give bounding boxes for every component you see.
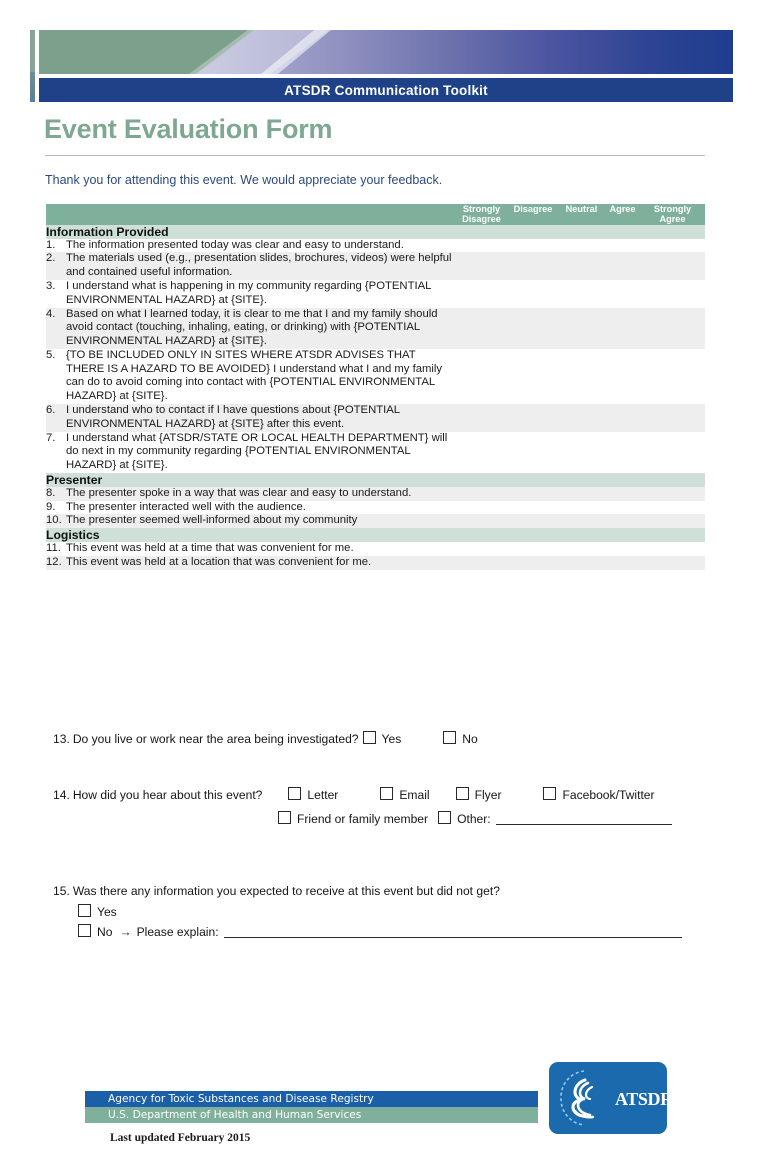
answer-cell[interactable] <box>605 556 640 570</box>
section-label: Presenter <box>46 473 455 487</box>
banner-gradient <box>39 30 733 74</box>
answer-cell[interactable] <box>640 308 705 349</box>
checkbox-q14-facebook-twitter[interactable] <box>543 787 556 800</box>
question-cell <box>46 252 455 280</box>
table-header-row <box>46 204 705 225</box>
label-q15-explain: Please explain: <box>136 925 219 939</box>
answer-cell[interactable] <box>605 487 640 501</box>
section-spacer-cell <box>455 225 508 239</box>
question-text: I understand who to contact if I have questions about {POTENTIAL ENVIRONMENTAL HAZARD} at {SITE} after this event. <box>66 403 400 430</box>
question-cell <box>46 239 455 253</box>
answer-cell[interactable] <box>605 252 640 280</box>
section-spacer-cell <box>508 528 558 542</box>
answer-cell[interactable] <box>640 280 705 308</box>
label-q14-facebook-twitter: Facebook/Twitter <box>562 788 655 802</box>
answer-cell[interactable] <box>605 542 640 556</box>
question-number: 5. <box>46 348 56 361</box>
answer-cell[interactable] <box>605 404 640 432</box>
section-spacer-cell <box>605 225 640 239</box>
section-spacer-cell <box>640 225 705 239</box>
answer-cell[interactable] <box>605 501 640 515</box>
table-row <box>46 252 705 280</box>
question-number: 12. <box>46 556 62 568</box>
question-text: Based on what I learned today, it is clear to me that I and my family should avoid contact (touching, inhaling, eating, or drinking) with {POTENTIAL ENVIRONMENTAL HAZARD} at {SITE}. <box>66 307 438 348</box>
question-cell <box>46 514 455 528</box>
answer-cell[interactable] <box>508 487 558 501</box>
question-cell <box>46 487 455 501</box>
label-q14-email: Email <box>399 788 430 802</box>
table-row <box>46 556 705 570</box>
answer-cell[interactable] <box>558 252 605 280</box>
footer-department-text: U.S. Department of Health and Human Services <box>108 1109 362 1121</box>
checkbox-q14-friend-family[interactable] <box>278 811 291 824</box>
column-header-strongly-agree: Strongly Agree <box>640 204 705 225</box>
question-cell <box>46 349 455 404</box>
answer-cell[interactable] <box>455 501 508 515</box>
label-q15-no: No <box>97 925 113 939</box>
question-number: 7. <box>46 431 56 444</box>
answer-cell[interactable] <box>558 280 605 308</box>
section-spacer-cell <box>558 225 605 239</box>
section-row <box>46 528 705 542</box>
answer-cell[interactable] <box>455 252 508 280</box>
answer-cell[interactable] <box>558 542 605 556</box>
answer-cell[interactable] <box>605 308 640 349</box>
table-row <box>46 487 705 501</box>
question-14-row2 <box>278 811 672 826</box>
answer-cell[interactable] <box>640 556 705 570</box>
answer-cell[interactable] <box>508 308 558 349</box>
question-15-no-row <box>78 924 682 939</box>
checkbox-q14-letter[interactable] <box>288 787 301 800</box>
logo-text: ATSDR <box>615 1089 673 1109</box>
section-spacer-cell <box>455 528 508 542</box>
question-number: 1. <box>46 238 56 251</box>
label-q14-flyer: Flyer <box>474 788 502 802</box>
question-number: 6. <box>46 403 56 416</box>
answer-cell[interactable] <box>455 404 508 432</box>
answer-cell[interactable] <box>640 349 705 404</box>
banner-accent-bar <box>30 30 35 102</box>
question-cell <box>46 501 455 515</box>
answer-cell[interactable] <box>455 556 508 570</box>
question-text: The information presented today was clear and easy to understand. <box>66 238 404 251</box>
section-label: Information Provided <box>46 225 455 239</box>
section-spacer-cell <box>605 528 640 542</box>
toolkit-title-bar <box>39 78 733 102</box>
input-q15-explain[interactable] <box>224 925 682 938</box>
answer-cell[interactable] <box>640 432 705 473</box>
label-q13-no: No <box>462 732 478 746</box>
answer-cell[interactable] <box>455 514 508 528</box>
table-row <box>46 432 705 473</box>
question-number: 8. <box>46 486 56 499</box>
question-15 <box>53 884 500 898</box>
answer-cell[interactable] <box>558 514 605 528</box>
answer-cell[interactable] <box>455 349 508 404</box>
answer-cell[interactable] <box>605 280 640 308</box>
checkbox-q14-other[interactable] <box>438 811 451 824</box>
checkbox-q15-no[interactable] <box>78 924 91 937</box>
answer-cell[interactable] <box>558 556 605 570</box>
question-number: 10. <box>46 514 62 527</box>
table-row <box>46 349 705 404</box>
answer-cell[interactable] <box>558 239 605 253</box>
arrow-icon: → <box>119 925 132 939</box>
question-15-yes-row <box>78 904 117 919</box>
section-row <box>46 473 705 487</box>
page-title: Event Evaluation Form <box>44 114 333 144</box>
answer-cell[interactable] <box>508 404 558 432</box>
label-q14-letter: Letter <box>307 788 339 802</box>
table-row <box>46 542 705 556</box>
question-text: I understand what is happening in my community regarding {POTENTIAL ENVIRONMENTAL HAZARD} at {SITE}. <box>66 279 432 306</box>
answer-cell[interactable] <box>640 501 705 515</box>
page-banner <box>30 30 733 102</box>
toolkit-title: ATSDR Communication Toolkit <box>284 82 488 98</box>
answer-cell[interactable] <box>558 432 605 473</box>
question-14-text: How did you hear about this event? <box>72 788 263 802</box>
question-number: 2. <box>46 252 56 265</box>
table-row <box>46 308 705 349</box>
hhs-eagle-icon <box>555 1067 613 1129</box>
table-row <box>46 404 705 432</box>
section-spacer-cell <box>640 528 705 542</box>
footer-agency-text: Agency for Toxic Substances and Disease Registry <box>108 1093 374 1105</box>
answer-cell[interactable] <box>508 501 558 515</box>
question-15-number: 15. <box>53 884 70 898</box>
section-spacer-cell <box>508 225 558 239</box>
answer-cell[interactable] <box>508 252 558 280</box>
question-text: {TO BE INCLUDED ONLY IN SITES WHERE ATSDR ADVISES THAT THERE IS A HAZARD TO BE AVOIDED} I understand what I and my family can do to avoid coming into contact with {POTENTIAL ENVIRONMENTAL HAZARD} at {SITE}. <box>66 348 443 403</box>
question-number: 4. <box>46 307 56 320</box>
header-blank-cell <box>46 204 455 225</box>
answer-cell[interactable] <box>455 308 508 349</box>
checkbox-q15-yes[interactable] <box>78 904 91 917</box>
section-spacer-cell <box>558 473 605 487</box>
checkbox-q14-flyer[interactable] <box>456 787 469 800</box>
table-row <box>46 280 705 308</box>
question-text: This event was held at a time that was convenient for me. <box>66 542 354 555</box>
section-spacer-cell <box>455 473 508 487</box>
answer-cell[interactable] <box>508 239 558 253</box>
title-divider <box>45 155 705 156</box>
answer-cell[interactable] <box>508 556 558 570</box>
answer-cell[interactable] <box>455 280 508 308</box>
question-text: The presenter spoke in a way that was clear and easy to understand. <box>66 486 412 499</box>
answer-cell[interactable] <box>558 349 605 404</box>
section-label: Logistics <box>46 528 455 542</box>
last-updated-text: Last updated February 2015 <box>110 1132 251 1144</box>
answer-cell[interactable] <box>455 487 508 501</box>
table-row <box>46 514 705 528</box>
label-q14-friend-family: Friend or family member <box>297 812 429 826</box>
answer-cell[interactable] <box>558 308 605 349</box>
answer-cell[interactable] <box>640 542 705 556</box>
question-cell <box>46 404 455 432</box>
answer-cell[interactable] <box>558 487 605 501</box>
checkbox-q14-email[interactable] <box>380 787 393 800</box>
section-spacer-cell <box>508 473 558 487</box>
table-row <box>46 239 705 253</box>
intro-text: Thank you for attending this event. We would appreciate your feedback. <box>45 173 443 187</box>
answer-cell[interactable] <box>605 432 640 473</box>
table-body <box>46 225 705 570</box>
label-q15-yes: Yes <box>97 905 117 919</box>
question-15-text: Was there any information you expected to receive at this event but did not get? <box>72 884 500 898</box>
question-text: The materials used (e.g., presentation slides, brochures, videos) were helpful and contained useful information. <box>66 252 452 279</box>
question-cell <box>46 542 455 556</box>
column-header-agree: Agree <box>605 204 640 225</box>
section-spacer-cell <box>605 473 640 487</box>
question-cell <box>46 280 455 308</box>
question-number: 9. <box>46 500 56 513</box>
question-number: 3. <box>46 279 56 292</box>
question-13 <box>53 731 478 746</box>
answer-cell[interactable] <box>640 514 705 528</box>
section-row <box>46 225 705 239</box>
answer-cell[interactable] <box>640 239 705 253</box>
question-14-number: 14. <box>53 788 70 802</box>
answer-cell[interactable] <box>508 514 558 528</box>
answer-cell[interactable] <box>508 280 558 308</box>
question-number: 11. <box>46 542 61 555</box>
answer-cell[interactable] <box>455 239 508 253</box>
answer-cell[interactable] <box>508 542 558 556</box>
input-q14-other[interactable] <box>496 812 672 825</box>
answer-cell[interactable] <box>605 349 640 404</box>
answer-cell[interactable] <box>455 432 508 473</box>
question-cell <box>46 556 455 570</box>
label-q14-other: Other: <box>457 812 491 826</box>
question-13-text: Do you live or work near the area being investigated? <box>72 732 359 746</box>
question-text: The presenter seemed well-informed about my community <box>66 514 358 527</box>
atsdr-logo <box>549 1062 673 1134</box>
column-header-disagree: Disagree <box>508 204 558 225</box>
checkbox-q13-no[interactable] <box>443 731 456 744</box>
answer-cell[interactable] <box>605 239 640 253</box>
answer-cell[interactable] <box>558 404 605 432</box>
checkbox-q13-yes[interactable] <box>363 731 376 744</box>
column-header-neutral: Neutral <box>558 204 605 225</box>
question-text: This event was held at a location that was convenient for me. <box>66 556 372 568</box>
question-cell <box>46 308 455 349</box>
table-row <box>46 501 705 515</box>
question-14 <box>53 787 655 802</box>
answer-cell[interactable] <box>605 514 640 528</box>
answer-cell[interactable] <box>640 487 705 501</box>
question-13-number: 13. <box>53 732 70 746</box>
label-q13-yes: Yes <box>381 732 402 746</box>
question-text: I understand what {ATSDR/STATE OR LOCAL HEALTH DEPARTMENT} will do next in my community regarding {POTENTIAL ENVIRONMENTAL HAZARD} at {SITE}. <box>66 431 448 472</box>
question-text: The presenter interacted well with the audience. <box>66 500 306 513</box>
section-spacer-cell <box>558 528 605 542</box>
answer-cell[interactable] <box>558 501 605 515</box>
answer-cell[interactable] <box>455 542 508 556</box>
question-cell <box>46 432 455 473</box>
answer-cell[interactable] <box>640 404 705 432</box>
column-header-strongly-disagree: Strongly Disagree <box>455 204 508 225</box>
evaluation-table <box>46 204 705 570</box>
section-spacer-cell <box>640 473 705 487</box>
answer-cell[interactable] <box>508 349 558 404</box>
answer-cell[interactable] <box>508 432 558 473</box>
answer-cell[interactable] <box>640 252 705 280</box>
